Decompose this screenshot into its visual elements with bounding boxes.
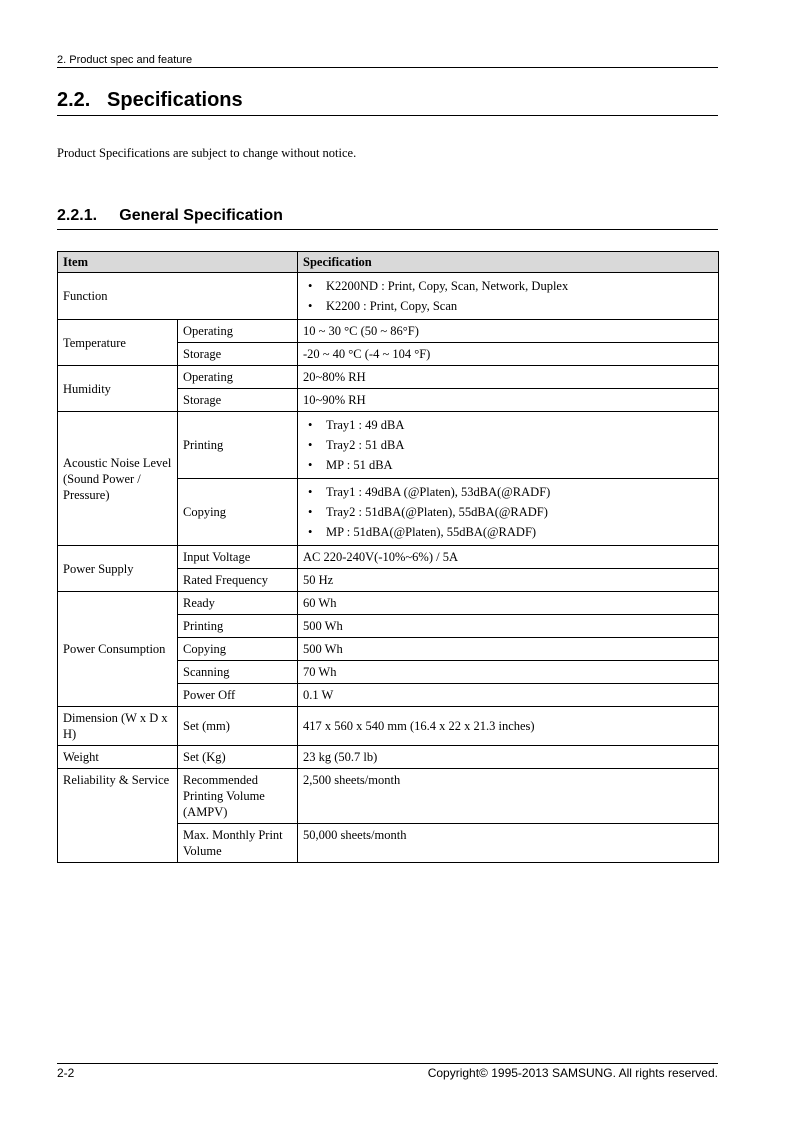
sub-label: Input Voltage — [178, 546, 298, 569]
sub-label: Printing — [178, 412, 298, 479]
table-row — [58, 366, 719, 389]
list-item: • K2200ND : Print, Copy, Scan, Network, Duplex — [303, 276, 713, 296]
table-row — [58, 769, 719, 824]
spec-cell: 500 Wh — [298, 615, 719, 638]
spec-cell: 2,500 sheets/month — [298, 769, 719, 824]
page-number: 2-2 — [57, 1066, 75, 1080]
section-number: 2.2. — [57, 89, 91, 111]
spec-cell: 60 Wh — [298, 592, 719, 615]
sub-label: Copying — [178, 479, 298, 546]
col-header-item: Item — [58, 252, 298, 273]
row-label: Function — [58, 273, 298, 320]
table-row — [58, 273, 719, 320]
section-heading — [57, 89, 243, 112]
spec-cell: -20 ~ 40 °C (-4 ~ 104 °F) — [298, 343, 719, 366]
row-label: Weight — [58, 746, 178, 769]
spec-cell: AC 220-240V(-10%~6%) / 5A — [298, 546, 719, 569]
table-row — [58, 707, 719, 746]
sub-label: Storage — [178, 343, 298, 366]
table-row — [58, 546, 719, 569]
sub-label: Scanning — [178, 661, 298, 684]
row-label: Humidity — [58, 366, 178, 412]
col-header-spec: Specification — [298, 252, 719, 273]
spec-cell: 10~90% RH — [298, 389, 719, 412]
row-label: Power Consumption — [58, 592, 178, 707]
spec-cell: 417 x 560 x 540 mm (16.4 x 22 x 21.3 inches) — [298, 707, 719, 746]
list-item: • Tray1 : 49dBA (@Platen), 53dBA(@RADF) — [303, 482, 713, 502]
subsection-heading — [57, 207, 283, 225]
spec-cell — [298, 273, 719, 320]
row-label: Power Supply — [58, 546, 178, 592]
list-item: • Tray2 : 51dBA(@Platen), 55dBA(@RADF) — [303, 502, 713, 522]
spec-cell: 20~80% RH — [298, 366, 719, 389]
list-item: • Tray1 : 49 dBA — [303, 415, 713, 435]
table-row — [58, 592, 719, 615]
sub-label: Storage — [178, 389, 298, 412]
list-item: • K2200 : Print, Copy, Scan — [303, 296, 713, 316]
section-title: Specifications — [107, 89, 243, 111]
sub-label: Operating — [178, 320, 298, 343]
spec-cell — [298, 479, 719, 546]
bullet-list — [303, 415, 713, 475]
spec-cell: 10 ~ 30 °C (50 ~ 86°F) — [298, 320, 719, 343]
sub-label: Rated Frequency — [178, 569, 298, 592]
list-item: • MP : 51dBA(@Platen), 55dBA(@RADF) — [303, 522, 713, 542]
header-rule — [57, 67, 718, 68]
spec-cell: 0.1 W — [298, 684, 719, 707]
sub-label: Operating — [178, 366, 298, 389]
table-row — [58, 320, 719, 343]
row-label: Temperature — [58, 320, 178, 366]
sub-label: Set (mm) — [178, 707, 298, 746]
spec-cell — [298, 412, 719, 479]
row-label: Dimension (W x D x H) — [58, 707, 178, 746]
bullet-list — [303, 276, 713, 316]
table-header-row — [58, 252, 719, 273]
table-row — [58, 412, 719, 479]
running-header: 2. Product spec and feature — [57, 54, 193, 66]
row-label: Acoustic Noise Level (Sound Power / Pressure) — [58, 412, 178, 546]
list-item: • MP : 51 dBA — [303, 455, 713, 475]
copyright-notice: Copyright© 1995-2013 SAMSUNG. All rights reserved. — [427, 1066, 718, 1080]
bullet-list — [303, 482, 713, 542]
spec-cell: 50 Hz — [298, 569, 719, 592]
sub-label: Printing — [178, 615, 298, 638]
subsection-number: 2.2.1. — [57, 207, 98, 224]
intro-text: Product Specifications are subject to change without notice. — [57, 146, 357, 160]
spec-cell: 50,000 sheets/month — [298, 824, 719, 863]
list-item: • Tray2 : 51 dBA — [303, 435, 713, 455]
row-label: Reliability & Service — [58, 769, 178, 863]
sub-label: Ready — [178, 592, 298, 615]
sub-label: Set (Kg) — [178, 746, 298, 769]
subsection-rule — [57, 229, 718, 230]
sub-label: Recommended Printing Volume (AMPV) — [178, 769, 298, 824]
sub-label: Max. Monthly Print Volume — [178, 824, 298, 863]
table-row — [58, 746, 719, 769]
spec-cell: 70 Wh — [298, 661, 719, 684]
sub-label: Copying — [178, 638, 298, 661]
spec-cell: 500 Wh — [298, 638, 719, 661]
section-rule — [57, 115, 718, 116]
sub-label: Power Off — [178, 684, 298, 707]
footer-rule — [57, 1063, 718, 1064]
spec-cell: 23 kg (50.7 lb) — [298, 746, 719, 769]
spec-table — [57, 251, 719, 863]
subsection-title: General Specification — [119, 207, 283, 224]
